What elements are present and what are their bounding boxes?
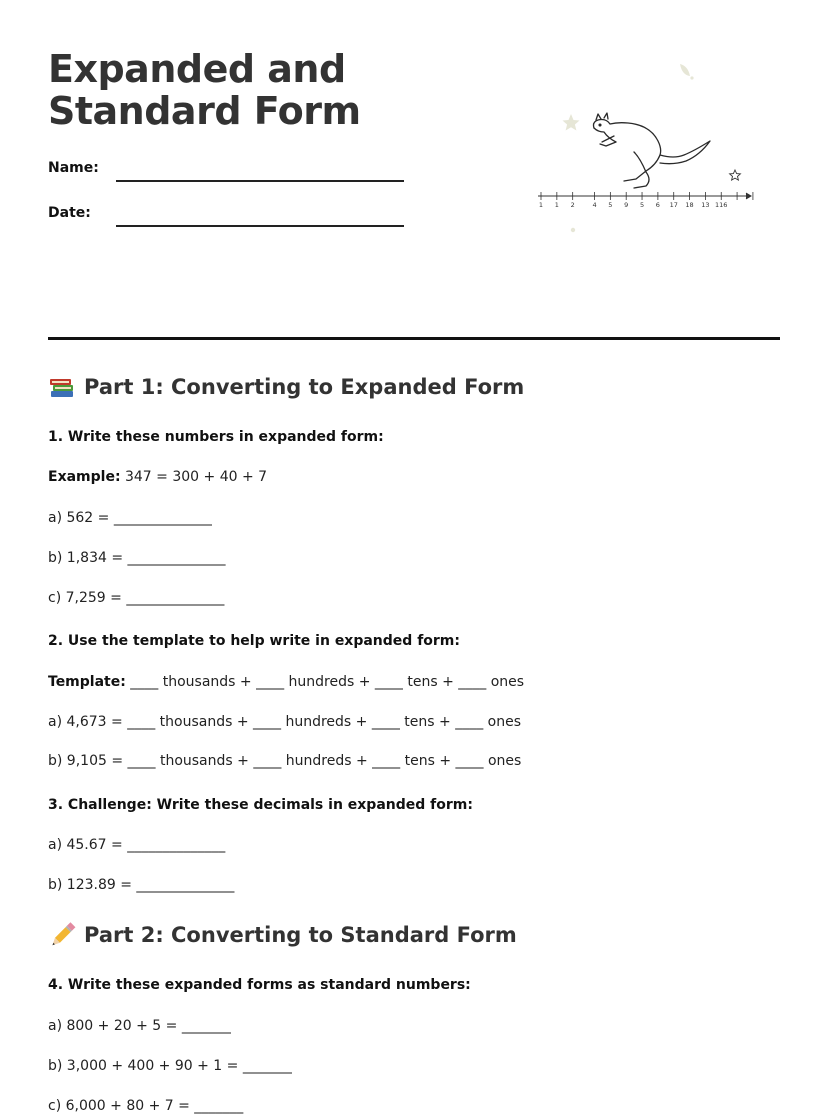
number-line-label: 13 [701, 201, 710, 209]
question-3b[interactable]: b) 123.89 = ______________ [48, 877, 235, 893]
question-3a[interactable]: a) 45.67 = ______________ [48, 837, 226, 853]
example-label: Example: [48, 469, 121, 485]
number-line [538, 193, 751, 199]
number-line-label: 1 [554, 201, 559, 209]
number-line-labels [539, 201, 728, 209]
question-1a[interactable]: a) 562 = ______________ [48, 510, 212, 526]
name-field-line[interactable] [116, 180, 404, 182]
books-icon [48, 374, 76, 400]
part1-heading [48, 374, 524, 400]
question-1c[interactable]: c) 7,259 = ______________ [48, 590, 225, 606]
number-line-label: 1 [538, 201, 544, 209]
example-text: 347 = 300 + 40 + 7 [120, 469, 268, 485]
part2-heading [48, 922, 517, 948]
question-4-prompt: 4. Write these expanded forms as standard numbers: [48, 977, 471, 993]
number-line-label: 5 [608, 201, 613, 209]
number-line-label: 2 [570, 201, 575, 209]
question-2b[interactable]: b) 9,105 = ____ thousands + ____ hundreds + ____ tens + ____ ones [48, 753, 522, 769]
pencil-icon [48, 922, 76, 948]
part2-heading-text: Part 2: Converting to Standard Form [84, 923, 517, 947]
number-line-label: 6 [655, 201, 660, 209]
part1-heading-text: Part 1: Converting to Expanded Form [84, 375, 525, 399]
number-line-label: 116 [715, 201, 728, 209]
date-label: Date: [48, 205, 91, 221]
question-4c[interactable]: c) 6,000 + 80 + 7 = _______ [48, 1098, 244, 1114]
date-field-line[interactable] [116, 225, 404, 227]
name-label: Name: [48, 160, 99, 176]
kangaroo-number-line-illustration [534, 56, 756, 240]
example-line [48, 469, 267, 485]
kangaroo-icon [594, 113, 711, 188]
number-line-label: 17 [669, 201, 678, 209]
question-1b[interactable]: b) 1,834 = ______________ [48, 550, 226, 566]
question-4b[interactable]: b) 3,000 + 400 + 90 + 1 = _______ [48, 1058, 292, 1074]
small-star-icon [730, 170, 741, 180]
question-4a[interactable]: a) 800 + 20 + 5 = _______ [48, 1018, 231, 1034]
question-3-prompt: 3. Challenge: Write these decimals in expanded form: [48, 797, 473, 813]
template-label: Template: [48, 674, 126, 690]
number-line-label: 18 [685, 201, 694, 209]
question-2a[interactable]: a) 4,673 = ____ thousands + ____ hundreds + ____ tens + ____ ones [48, 714, 521, 730]
template-text: ____ thousands + ____ hundreds + ____ tens + ____ ones [125, 674, 525, 690]
template-line [48, 674, 524, 690]
number-line-label: 9 [624, 201, 629, 209]
number-line-label: 4 [592, 201, 597, 209]
section-divider [48, 337, 780, 340]
page-title: Expanded and Standard Form [48, 47, 361, 133]
number-line-label: 5 [639, 201, 645, 209]
question-1-prompt: 1. Write these numbers in expanded form: [48, 429, 384, 445]
question-2-prompt: 2. Use the template to help write in expanded form: [48, 633, 460, 649]
